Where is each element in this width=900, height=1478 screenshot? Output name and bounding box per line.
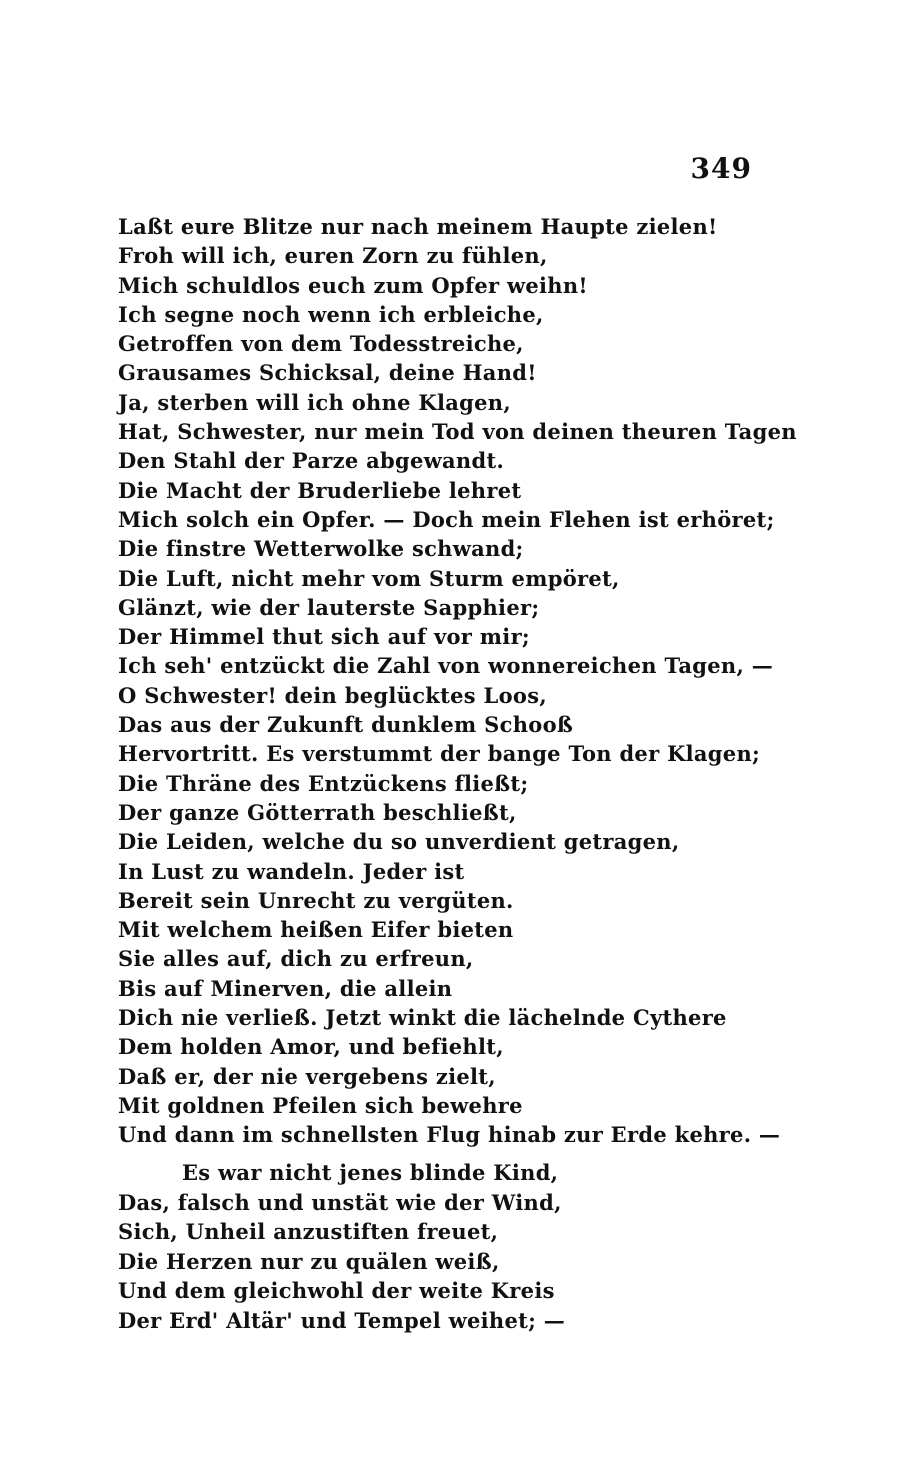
- verse-line: Froh will ich, euren Zorn zu fühlen,: [118, 243, 548, 269]
- verse-line: Mich schuldlos euch zum Opfer weihn!: [118, 272, 588, 298]
- verse-line: Die finstre Wetterwolke schwand;: [118, 536, 524, 562]
- verse-line: Sich, Unheil anzustiften freuet,: [118, 1219, 499, 1244]
- verse-line: Ich segne noch wenn ich erbleiche,: [118, 301, 544, 327]
- verse-line: Die Leiden, welche du so unverdient getragen,: [118, 829, 680, 855]
- verse-line: Die Luft, nicht mehr vom Sturm empöret,: [118, 565, 620, 591]
- verse-line: Dem holden Amor, und befiehlt,: [118, 1034, 504, 1060]
- verse-line: Hervortritt. Es verstummt der bange Ton der Klagen;: [118, 741, 761, 767]
- verse-line: Daß er, der nie vergebens zielt,: [118, 1063, 496, 1089]
- verse-line: Dich nie verließ. Jetzt winkt die lächelnde Cythere: [118, 1005, 727, 1031]
- verse-line: Es war nicht jenes blinde Kind,: [182, 1160, 559, 1185]
- verse-line: Den Stahl der Parze abgewandt.: [118, 448, 505, 474]
- verse-line: Der ganze Götterrath beschließt,: [118, 799, 517, 825]
- verse-line: Die Herzen nur zu quälen weiß,: [118, 1248, 500, 1274]
- verse-line: O Schwester! dein beglücktes Loos,: [118, 682, 547, 708]
- verse-line: Die Thräne des Entzückens fließt;: [118, 770, 529, 796]
- verse-line: Und dem gleichwohl der weite Kreis: [118, 1278, 555, 1303]
- verse-line: Und dann im schnellsten Flug hinab zur Erde kehre. —: [118, 1122, 781, 1148]
- verse-line: Bis auf Minerven, die allein: [118, 975, 453, 1001]
- verse-line: Das aus der Zukunft dunklem Schooß: [118, 712, 574, 738]
- verse-line: Der Himmel thut sich auf vor mir;: [118, 624, 530, 650]
- verse-line: Mich solch ein Opfer. — Doch mein Flehen ist erhöret;: [118, 506, 775, 532]
- verse-line: Die Macht der Bruderliebe lehret: [118, 477, 522, 503]
- verse-line: Das, falsch und unstät wie der Wind,: [118, 1189, 562, 1215]
- verse-line: In Lust zu wandeln. Jeder ist: [118, 858, 465, 884]
- verse-line: Laßt eure Blitze nur nach meinem Haupte zielen!: [118, 214, 718, 239]
- verse-line: Der Erd' Altär' und Tempel weihet; —: [118, 1307, 566, 1333]
- verse-line: Sie alles auf, dich zu erfreun,: [118, 946, 474, 972]
- verse-line: Mit goldnen Pfeilen sich bewehre: [118, 1092, 523, 1118]
- verse-line: Glänzt, wie der lauterste Sapphier;: [118, 594, 540, 620]
- verse-line: Hat, Schwester, nur mein Tod von deinen theuren Tagen: [118, 419, 797, 445]
- verse-line: Grausames Schicksal, deine Hand!: [118, 360, 537, 386]
- poem-stanza-1: [118, 212, 797, 1150]
- verse-line: Ich seh' entzückt die Zahl von wonnereichen Tagen, —: [118, 653, 774, 679]
- poem-stanza-2: [118, 1158, 778, 1335]
- verse-line: Getroffen von dem Todesstreiche,: [118, 331, 524, 357]
- verse-line: Bereit sein Unrecht zu vergüten.: [118, 887, 514, 913]
- page-number: 349: [690, 152, 752, 185]
- verse-line: Ja, sterben will ich ohne Klagen,: [118, 389, 511, 415]
- verse-line: Mit welchem heißen Eifer bieten: [118, 917, 514, 943]
